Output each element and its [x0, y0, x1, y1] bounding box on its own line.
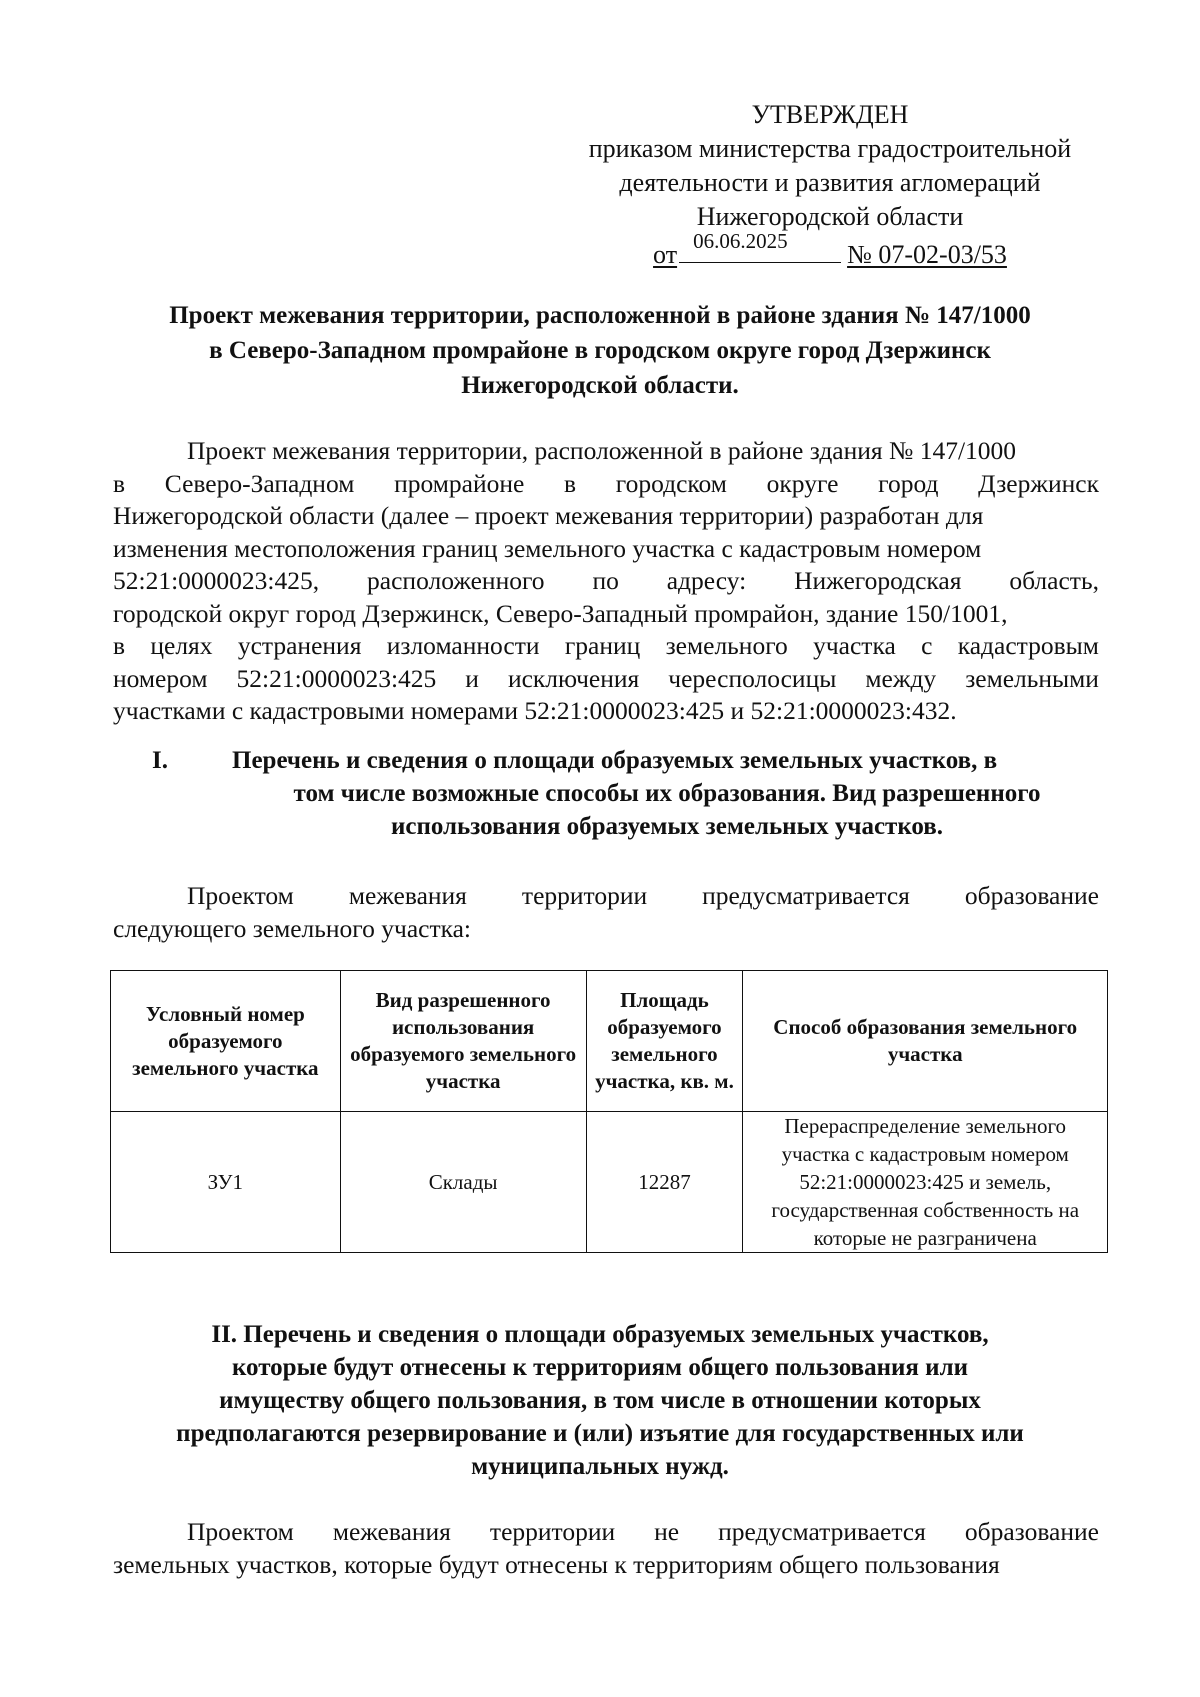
- section-1-para-line-1: Проектом межевания территории предусматривается образование: [187, 881, 1099, 910]
- section-2-line-5: муниципальных нужд.: [471, 1453, 729, 1480]
- approval-date-field: [679, 229, 841, 263]
- approval-line-1: приказом министерства градостроительной: [588, 134, 1072, 163]
- table-header-cell: Площадь образуемого земельного участка, кв. м.: [586, 971, 743, 1112]
- section-2-para-line-2: земельных участков, которые будут отнесены к территориям общего пользования: [113, 1549, 1000, 1579]
- section-1-heading: [152, 744, 1102, 843]
- approval-date: 06.06.2025: [693, 229, 788, 253]
- table-cell: Склады: [340, 1112, 586, 1253]
- intro-line-9: участками с кадастровыми номерами 52:21:0000023:425 и 52:21:0000023:432.: [113, 696, 957, 725]
- intro-line-4: изменения местоположения границ земельного участка с кадастровым номером: [113, 533, 982, 563]
- approval-date-line: [560, 229, 1100, 272]
- approval-line-2: деятельности и развития агломераций: [619, 168, 1041, 197]
- title-line-2: в Северо-Западном промрайоне в городском округе город Дзержинск: [209, 337, 991, 364]
- section-1-numeral: I.: [152, 747, 168, 774]
- intro-line-1: Проект межевания территории, расположенной в районе здания № 147/1000: [187, 436, 1017, 465]
- approval-block: [560, 98, 1100, 272]
- approval-number: № 07-02-03/53: [847, 240, 1007, 269]
- land-plot-table: [110, 970, 1108, 1253]
- section-1-para-line-2: следующего земельного участка:: [113, 913, 472, 943]
- approval-heading: УТВЕРЖДЕН: [751, 100, 909, 129]
- intro-line-6: городской округ город Дзержинск, Северо-Западный промрайон, здание 150/1001,: [113, 598, 1008, 628]
- table-header-cell: Условный номер образуемого земельного участка: [111, 971, 341, 1112]
- table-header-cell: Вид разрешенного использования образуемого земельного участка: [340, 971, 586, 1112]
- intro-paragraph: [113, 435, 1099, 728]
- title-line-1: Проект межевания территории, расположенной в районе здания № 147/1000: [169, 302, 1031, 329]
- table-header-cell: Способ образования земельного участка: [743, 971, 1108, 1112]
- intro-line-7: в целях устранения изломанности границ земельного участка с кадастровым: [113, 631, 1099, 660]
- section-2-line-2: которые будут отнесены к территориям общего пользования или: [231, 1354, 969, 1381]
- table-cell: Перераспределение земельного участка с кадастровым номером 52:21:0000023:425 и земель, государственная собственность на которые не разграничена: [743, 1112, 1108, 1253]
- document-title: [100, 298, 1100, 403]
- section-1-line-2: том числе возможные способы их образования. Вид разрешенного: [293, 780, 1041, 807]
- section-2-line-4: предполагаются резервирование и (или) изъятие для государственных или: [176, 1420, 1024, 1447]
- table-row: [111, 1112, 1108, 1253]
- intro-line-2: в Северо-Западном промрайоне в городском округе город Дзержинск: [113, 468, 1099, 498]
- intro-line-8: номером 52:21:0000023:425 и исключения чересполосицы между земельными: [113, 663, 1099, 693]
- table-header-row: [111, 971, 1108, 1112]
- approval-ot-label: от: [653, 240, 678, 269]
- section-1-line-1: I. Перечень и сведения о площади образуемых земельных участков, в: [152, 744, 1102, 777]
- section-2-paragraph: [113, 1516, 1099, 1581]
- title-line-3: Нижегородской области.: [461, 372, 739, 399]
- approval-line-3: Нижегородской области: [696, 202, 964, 231]
- table-cell: 12287: [586, 1112, 743, 1253]
- section-1-paragraph: [113, 880, 1099, 945]
- table-cell: ЗУ1: [111, 1112, 341, 1253]
- section-2-heading: [100, 1318, 1100, 1483]
- intro-line-3: Нижегородской области (далее – проект межевания территории) разработан для: [113, 501, 984, 530]
- section-1-line-3: использования образуемых земельных участков.: [390, 813, 944, 840]
- intro-line-5: 52:21:0000023:425, расположенного по адресу: Нижегородская область,: [113, 566, 1099, 595]
- section-2-line-3: имуществу общего пользования, в том числе в отношении которых: [219, 1387, 981, 1414]
- section-2-line-1: II. Перечень и сведения о площади образуемых земельных участков,: [211, 1321, 989, 1348]
- section-2-para-line-1: Проектом межевания территории не предусматривается образование: [187, 1517, 1099, 1546]
